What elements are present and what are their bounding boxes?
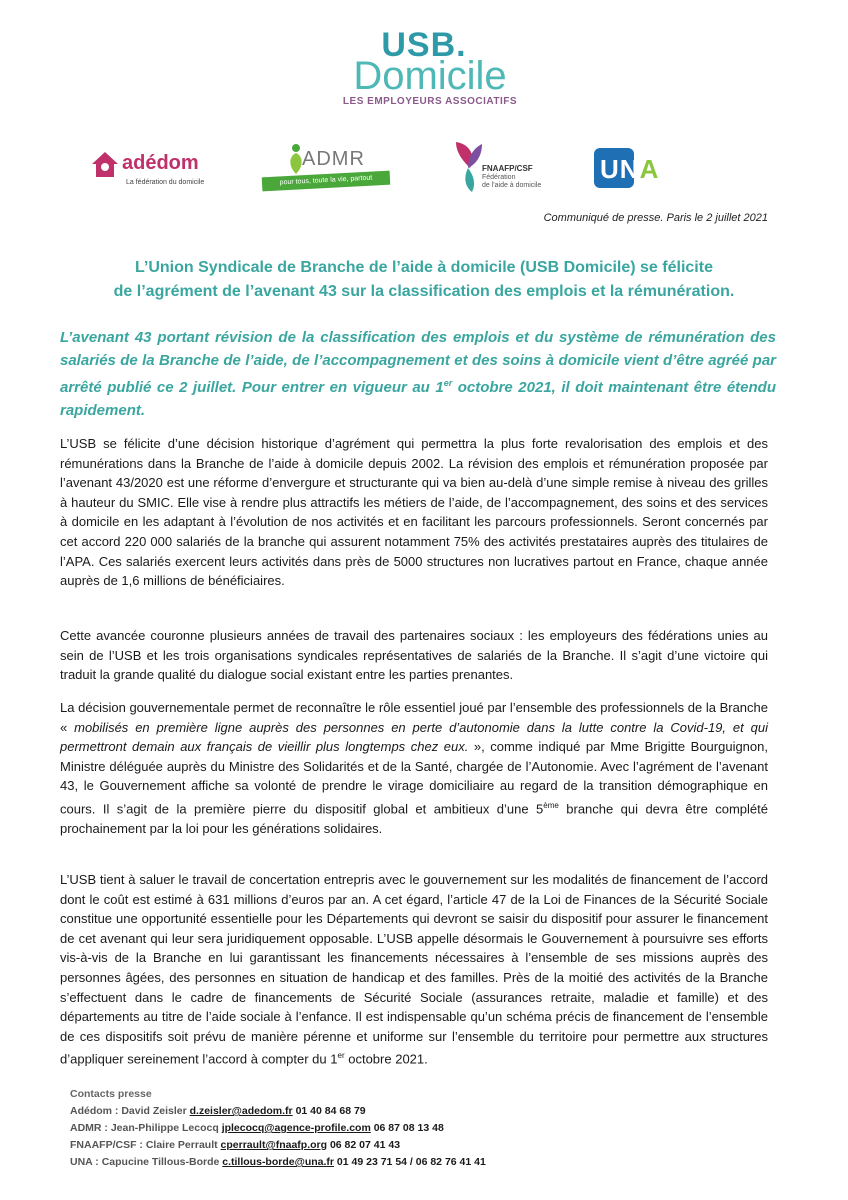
contact-email-link[interactable]: jplecocq@agence-profile.com bbox=[221, 1122, 371, 1134]
p4-sup: er bbox=[337, 1051, 345, 1061]
title-line-2: de l’agrément de l’avenant 43 sur la classification des emplois et la rémunération. bbox=[113, 283, 735, 300]
lead-text-a: L’avenant 43 portant révision de la classification des emplois et du système de rémunération des salariés de la Branche de l’aide, de l’accompagnement et des soins à domicile vient d’être agréé par arrêté publié ce 2 juillet. Pour entrer en vigueur au 1 bbox=[60, 329, 776, 396]
fnaafp-subtitle-line2: de l'aide à domicile bbox=[482, 182, 542, 189]
contact-row bbox=[70, 1103, 486, 1120]
fnaafp-subtitle-line1: Fédération bbox=[482, 174, 516, 181]
partner-logos bbox=[0, 138, 848, 200]
p3-text-b: », comme indiqué par Mme Brigitte Bourguignon, Ministre déléguée auprès du Ministre des Solidarités et de la Santé, chargée de l’Autonomie. Avec l’agrément de l’avenant 43, le Gouvernement affiche sa volonté de prendre le virage domiciliaire au regard de la transition démographique en cours. Il s’agit de la première pierre du dispositif global et ambitieux d’une 5 bbox=[60, 739, 768, 817]
admr-name: ADMR bbox=[302, 148, 365, 170]
contacts-heading: Contacts presse bbox=[70, 1088, 152, 1100]
body-paragraph-1: L’USB se félicite d’une décision historique d’agrément qui permettra la plus forte revalorisation des emplois et des rémunérations dans la Branche de l’aide à domicile depuis 2002. La révision des emplois et rémunération proposée par l’avenant 43/2020 est une réforme d’envergure et structurante qui va bien au-delà d’une simple remise à niveau des grilles à hauteur du SMIC. Elle vise à rendre plus attractifs les métiers de l’aide, de l’accompagnement, des soins et des services à domicile en les adaptant à l’évolution de nos activités et en facilitant les parcours professionnels. Seront concernés par cet accord 220 000 salariés de la branche qui assurent notamment 75% des activités prestataires auprès des titulaires de l’APA. Ces salariés exercent leurs activités dans près de 5000 structures non lucratives partout en France, chaque année auprès de 1,6 millions de bénéficiaires. bbox=[60, 436, 768, 589]
admr-logo bbox=[262, 140, 392, 194]
p4-text-a: L’USB tient à saluer le travail de concertation entrepris avec le gouvernement sur les modalités de financement de l’accord dont le coût est estimé à 631 millions d’euros par an. A cet égard, l’article 47 de la Loi de Finances de la Sécurité Sociale constitue une opportunité essentielle pour les Départements qui devront se saisir du dispositif pour assurer le financement de cet avenant qui leur sera juridiquement opposable. L’USB appelle désormais le Gouvernement à poursuivre ses efforts vis-à-vis de la Branche en lui garantissant les financements nécessaires à l’ensemble de ses missions auprès des personnes âgées, des personnes en situation de handicap et des familles. Près de la moitié des activités de la Branche s’effectuent dans le cadre de financements de Sécurité Sociale (assurances retraite, maladie et famille) et des départements au titre de l’aide sociale à l’enfance. Il est indispensable qu’un schéma précis de financement de l’ensemble de ces dispositifs soit prévu de manière pérenne et uniforme sur l’ensemble du territoire pour permettre aux structures d’appliquer sereinement l’accord à compter du 1 bbox=[60, 872, 768, 1067]
admr-tagline: pour tous, toute la vie, partout bbox=[262, 171, 391, 192]
lead-paragraph bbox=[60, 326, 776, 422]
contact-label: FNAAFP/CSF : Claire Perrault bbox=[70, 1139, 221, 1151]
title-line-1: L’Union Syndicale de Branche de l’aide à domicile (USB Domicile) se félicite bbox=[135, 259, 713, 276]
logo-subtitle: LES EMPLOYEURS ASSOCIATIFS bbox=[342, 96, 518, 107]
fnaafp-leaf-icon bbox=[452, 138, 486, 194]
adedom-logo bbox=[90, 148, 220, 188]
adedom-name: adédom bbox=[122, 152, 199, 174]
una-letter-a: A bbox=[639, 154, 660, 184]
contact-email-link[interactable]: d.zeisler@adedom.fr bbox=[189, 1105, 293, 1117]
contact-phone: 01 40 84 68 79 bbox=[292, 1105, 366, 1117]
adedom-house-icon bbox=[90, 150, 120, 180]
p4-text-b: octobre 2021. bbox=[344, 1051, 428, 1067]
p3-text-a: La décision gouvernementale permet de reconnaître le rôle essentiel joué par l’ensemble des professionnels de la Branche « bbox=[60, 700, 768, 735]
una-logo bbox=[594, 148, 686, 188]
body-paragraph-4 bbox=[60, 870, 768, 1069]
page-title bbox=[40, 256, 808, 304]
contact-label: Adédom : David Zeisler bbox=[70, 1105, 190, 1117]
fnaafp-logo bbox=[452, 138, 562, 198]
una-name bbox=[600, 154, 659, 185]
contact-phone: 01 49 23 71 54 / 06 82 76 41 41 bbox=[334, 1156, 486, 1168]
press-release-dateline: Communiqué de presse. Paris le 2 juillet 2021 bbox=[543, 212, 768, 224]
p3-quote: mobilisés en première ligne auprès des personnes en perte d’autonomie dans la lutte contre la Covid-19, et qui permettront demain aux français de vieillir plus longtemps chez eux. bbox=[60, 719, 768, 755]
contact-email-link[interactable]: cperrault@fnaafp.org bbox=[220, 1139, 328, 1151]
lead-text-b: octobre 2021, il doit maintenant être étendu rapidement. bbox=[60, 379, 776, 419]
contact-label: ADMR : Jean-Philippe Lecocq bbox=[70, 1122, 222, 1134]
contact-phone: 06 82 07 41 43 bbox=[327, 1139, 401, 1151]
contact-row bbox=[70, 1137, 486, 1154]
body-paragraph-3 bbox=[60, 698, 768, 838]
una-letter-u: U bbox=[600, 154, 620, 184]
contact-phone: 06 87 08 13 48 bbox=[370, 1122, 444, 1134]
lead-sup: er bbox=[443, 378, 453, 388]
contact-row bbox=[70, 1120, 486, 1137]
contact-email-link[interactable]: c.tillous-borde@una.fr bbox=[222, 1156, 335, 1168]
adedom-subtitle: La fédération du domicile bbox=[126, 179, 205, 186]
press-contacts bbox=[70, 1086, 486, 1171]
contact-row bbox=[70, 1154, 486, 1171]
p3-sup: ème bbox=[543, 800, 559, 810]
una-letter-n: N bbox=[619, 154, 640, 184]
fnaafp-subtitle bbox=[482, 174, 541, 190]
fnaafp-name: FNAAFP/CSF bbox=[482, 164, 533, 173]
contact-label: UNA : Capucine Tillous-Borde bbox=[70, 1156, 223, 1168]
usb-domicile-logo bbox=[320, 28, 540, 108]
logo-domicile-text: Domicile bbox=[353, 54, 507, 98]
logo-usb-text: USB. bbox=[381, 26, 467, 64]
p3-text-c: branche qui devra être complété prochainement par la loi pour les générations solidaires. bbox=[60, 801, 768, 836]
body-paragraph-2: Cette avancée couronne plusieurs années de travail des partenaires sociaux : les employeurs des fédérations unies au sein de l’USB et les trois organisations syndicales représentatives de salariés de la Branche. Il s’agit d’une victoire qui traduit la grande qualité du dialogue social existant entre les parties prenantes. bbox=[60, 628, 768, 683]
